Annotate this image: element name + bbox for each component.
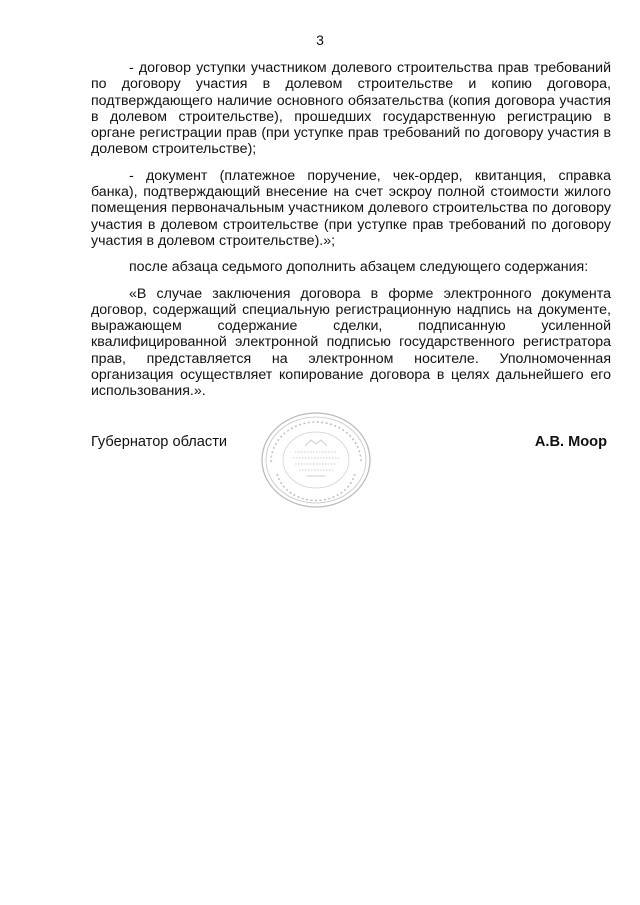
paragraph-4: «В случае заключения договора в форме электронного документа договор, содержащий специальную регистрационную надпись на документе, выражающем содержание сделки, подписанную усиленной квалифицированной электронной подписью государственного регистратора прав, представляется на электронном носителе. Уполномоченная организация осуществляет копирование договора в целях дальнейшего его использования.». xyxy=(91,285,611,400)
page-number: 3 xyxy=(316,32,324,48)
paragraph-3: после абзаца седьмого дополнить абзацем следующего содержания: xyxy=(129,259,589,276)
paragraph-1: - договор уступки участником долевого строительства прав требований по договору участия в долевом строительстве и копию договора, подтверждающего наличие основного обязательства (копия договора участия в долевом строительстве), прошедших государственную регистрацию в органе регистрации прав (при уступке прав требований по договору участия в долевом строительстве); xyxy=(91,60,611,158)
paragraph-2: - документ (платежное поручение, чек-ордер, квитанция, справка банка), подтверждающий внесение на счет эскроу полной стоимости жилого помещения первоначальным участником долевого строительства по договору участия в долевом строительстве (при уступке прав требований по договору участия в долевом строительстве).»; xyxy=(91,167,611,249)
document-body xyxy=(91,60,611,410)
official-seal-icon xyxy=(259,410,373,510)
signature-block xyxy=(91,408,611,508)
signatory-position: Губернатор области xyxy=(91,434,228,450)
signatory-name: А.В. Моор xyxy=(534,434,607,450)
